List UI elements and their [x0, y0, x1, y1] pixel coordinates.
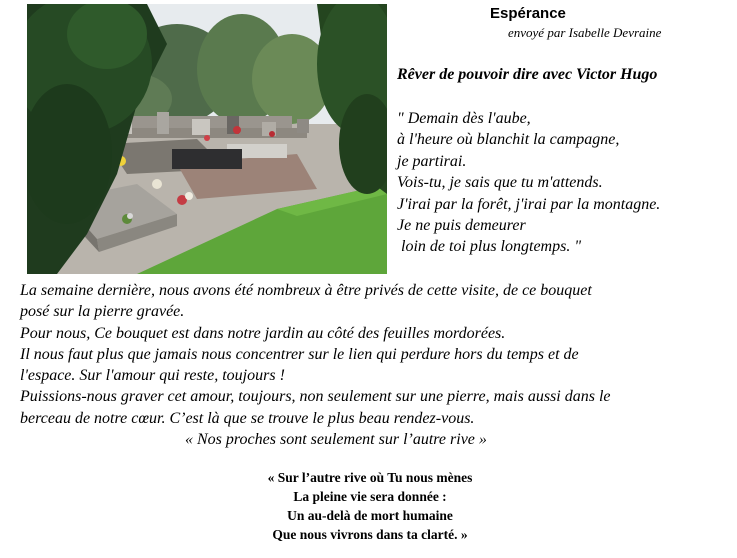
- body-quote: « Nos proches sont seulement sur l’autre rive »: [185, 431, 487, 449]
- body-line: berceau de notre cœur. C’est là que se trouve le plus beau rendez-vous.: [20, 409, 475, 427]
- poem-line: Vois-tu, je sais que tu m'attends.: [397, 174, 603, 192]
- body-line: posé sur la pierre gravée.: [20, 303, 185, 321]
- body-line: Puissions-nous graver cet amour, toujours, non seulement sur une pierre, mais aussi dans le: [20, 388, 611, 406]
- closing-line: Un au-delà de mort humaine: [287, 508, 453, 523]
- closing-line: La pleine vie sera donnée :: [293, 489, 447, 504]
- cemetery-image: [27, 4, 387, 274]
- document-author: envoyé par Isabelle Devraine: [508, 25, 662, 40]
- document-title: Espérance: [490, 5, 566, 22]
- body-line: Il nous faut plus que jamais nous concentrer sur le lien qui perdure hors du temps et de: [20, 345, 579, 363]
- poem-line: à l'heure où blanchit la campagne,: [397, 131, 620, 149]
- poem-line: loin de toi plus longtemps. ": [397, 238, 582, 256]
- poem-line: Je ne puis demeurer: [397, 217, 526, 235]
- body-paragraph: [20, 280, 725, 450]
- poem-quote: [397, 108, 660, 258]
- body-line: La semaine dernière, nous avons été nombreux à être privés de cette visite, de ce bouquet: [20, 282, 592, 299]
- poem-line: je partirai.: [397, 152, 467, 170]
- poem-line: " Demain dès l'aube,: [397, 110, 531, 127]
- poem-line: J'irai par la forêt, j'irai par la montagne.: [397, 195, 661, 213]
- poem-heading: Rêver de pouvoir dire avec Victor Hugo: [397, 66, 658, 83]
- closing-line: « Sur l’autre rive où Tu nous mènes: [267, 470, 473, 485]
- closing-line: Que nous vivrons dans ta clarté. »: [272, 527, 468, 542]
- body-line: Pour nous, Ce bouquet est dans notre jardin au côté des feuilles mordorées.: [20, 324, 506, 342]
- body-line: l'espace. Sur l'amour qui reste, toujours !: [20, 367, 285, 385]
- closing-verse: [200, 468, 540, 544]
- cemetery-photo: [27, 4, 387, 274]
